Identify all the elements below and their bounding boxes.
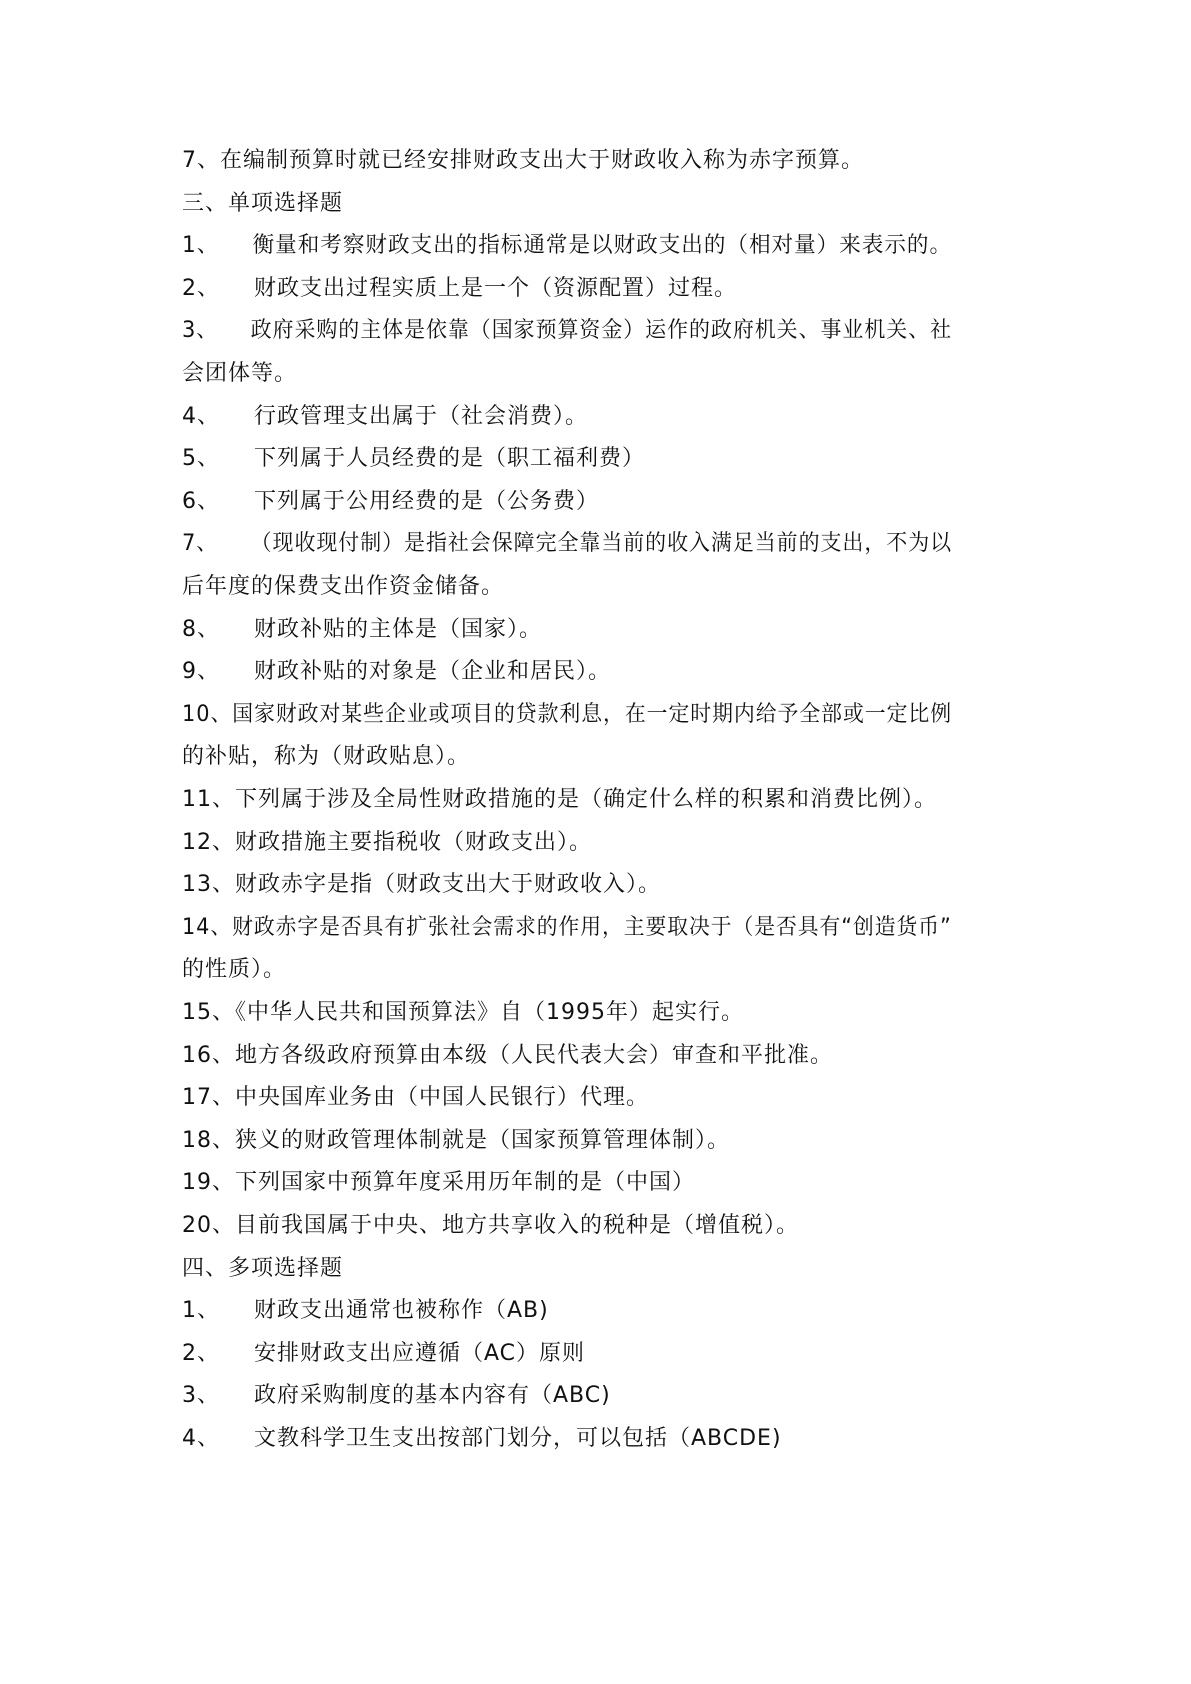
item-number: 2、 xyxy=(182,275,220,301)
item-number: 1、 xyxy=(182,233,220,259)
line-text: 财政补贴的主体是（国家）。 xyxy=(254,616,543,642)
line-text: 7、在编制预算时就已经安排财政支出大于财政收入称为赤字预算。 xyxy=(182,148,864,173)
line-text: 后年度的保费支出作资金储备。 xyxy=(182,574,505,599)
line-text: 安排财政支出应遵循（AC）原则 xyxy=(254,1340,586,1366)
line-text: 19、下列国家中预算年度采用历年制的是（中国） xyxy=(182,1170,695,1196)
item-number: 3、 xyxy=(182,318,219,344)
text-line xyxy=(182,402,588,432)
text-line xyxy=(182,316,952,346)
line-text: 的补贴，称为（财政贴息）。 xyxy=(182,744,471,770)
line-text: 财政支出过程实质上是一个（资源配置）过程。 xyxy=(254,275,738,301)
text-line xyxy=(182,1126,730,1156)
line-text: 四、多项选择题 xyxy=(182,1255,344,1281)
text-line xyxy=(182,1083,649,1113)
text-line xyxy=(182,998,744,1028)
line-text: 11、下列属于涉及全局性财政措施的是（确定什么样的积累和消费比例）。 xyxy=(182,787,937,812)
text-line xyxy=(182,870,661,900)
item-number: 9、 xyxy=(182,659,220,685)
item-number: 1、 xyxy=(182,1298,220,1324)
item-number: 4、 xyxy=(182,403,220,429)
line-text: 财政支出通常也被称作（AB) xyxy=(254,1298,549,1324)
text-line xyxy=(182,529,952,559)
text-line xyxy=(182,955,286,985)
line-text: 下列属于公用经费的是（公务费） xyxy=(254,488,600,514)
line-text: 衡量和考察财政支出的指标通常是以财政支出的（相对量）来表示的。 xyxy=(252,233,953,259)
text-line xyxy=(182,1168,695,1198)
text-line xyxy=(182,700,952,730)
text-line xyxy=(182,274,737,304)
text-line xyxy=(182,1211,799,1241)
text-line xyxy=(182,444,645,474)
line-text: 13、财政赤字是指（财政支出大于财政收入）。 xyxy=(182,872,661,898)
item-number: 2、 xyxy=(182,1340,220,1366)
line-text: 16、地方各级政府预算由本级（人民代表大会）审查和平批准。 xyxy=(182,1042,833,1068)
text-line xyxy=(182,785,937,815)
text-line xyxy=(182,487,599,517)
line-text: 文教科学卫生支出按部门划分，可以包括（ABCDE) xyxy=(254,1426,782,1451)
item-number: 3、 xyxy=(182,1383,220,1409)
line-text: 财政补贴的对象是（企业和居民）。 xyxy=(254,659,612,685)
text-line xyxy=(182,231,952,261)
text-line xyxy=(182,1296,549,1326)
text-line xyxy=(182,146,864,176)
text-line xyxy=(182,1339,585,1369)
line-text: 12、财政措施主要指税收（财政支出）。 xyxy=(182,829,592,855)
item-number: 7、 xyxy=(182,531,219,557)
text-line xyxy=(182,657,611,687)
text-line xyxy=(182,1424,782,1454)
line-text: 18、狭义的财政管理体制就是（国家预算管理体制）。 xyxy=(182,1127,730,1153)
text-line xyxy=(182,828,592,858)
line-text: 10、国家财政对某些企业或项目的贷款利息，在一定时期内给予全部或一定比例 xyxy=(182,701,953,727)
line-text: 20、目前我国属于中央、地方共享收入的税种是（增值税）。 xyxy=(182,1213,799,1238)
item-number: 4、 xyxy=(182,1426,220,1451)
text-line xyxy=(182,359,297,389)
line-text: 14、财政赤字是否具有扩张社会需求的作用，主要取决于（是否具有“创造货币” xyxy=(182,914,952,940)
item-number: 6、 xyxy=(182,488,220,514)
text-line xyxy=(182,1381,611,1411)
text-line xyxy=(182,615,542,645)
text-line xyxy=(182,1041,833,1071)
text-line xyxy=(182,742,470,772)
line-text: 三、单项选择题 xyxy=(182,190,344,216)
line-text: 政府采购的主体是依靠（国家预算资金）运作的政府机关、事业机关、社 xyxy=(250,318,953,344)
line-text: 会团体等。 xyxy=(182,361,298,386)
line-text: 下列属于人员经费的是（职工福利费） xyxy=(254,446,646,472)
line-text: （现收现付制）是指社会保障完全靠当前的收入满足当前的支出，不为以 xyxy=(250,531,953,557)
text-line xyxy=(182,913,952,943)
line-text: 17、中央国库业务由（中国人民银行）代理。 xyxy=(182,1085,649,1111)
item-number: 8、 xyxy=(182,616,220,642)
line-text: 15、《中华人民共和国预算法》自（1995年）起实行。 xyxy=(182,1000,744,1025)
text-line xyxy=(182,572,504,602)
line-text: 的性质）。 xyxy=(182,957,287,983)
text-line xyxy=(182,189,343,219)
line-text: 政府采购制度的基本内容有（ABC) xyxy=(254,1383,611,1409)
text-line xyxy=(182,1254,343,1284)
line-text: 行政管理支出属于（社会消费）。 xyxy=(254,403,589,429)
item-number: 5、 xyxy=(182,446,220,472)
